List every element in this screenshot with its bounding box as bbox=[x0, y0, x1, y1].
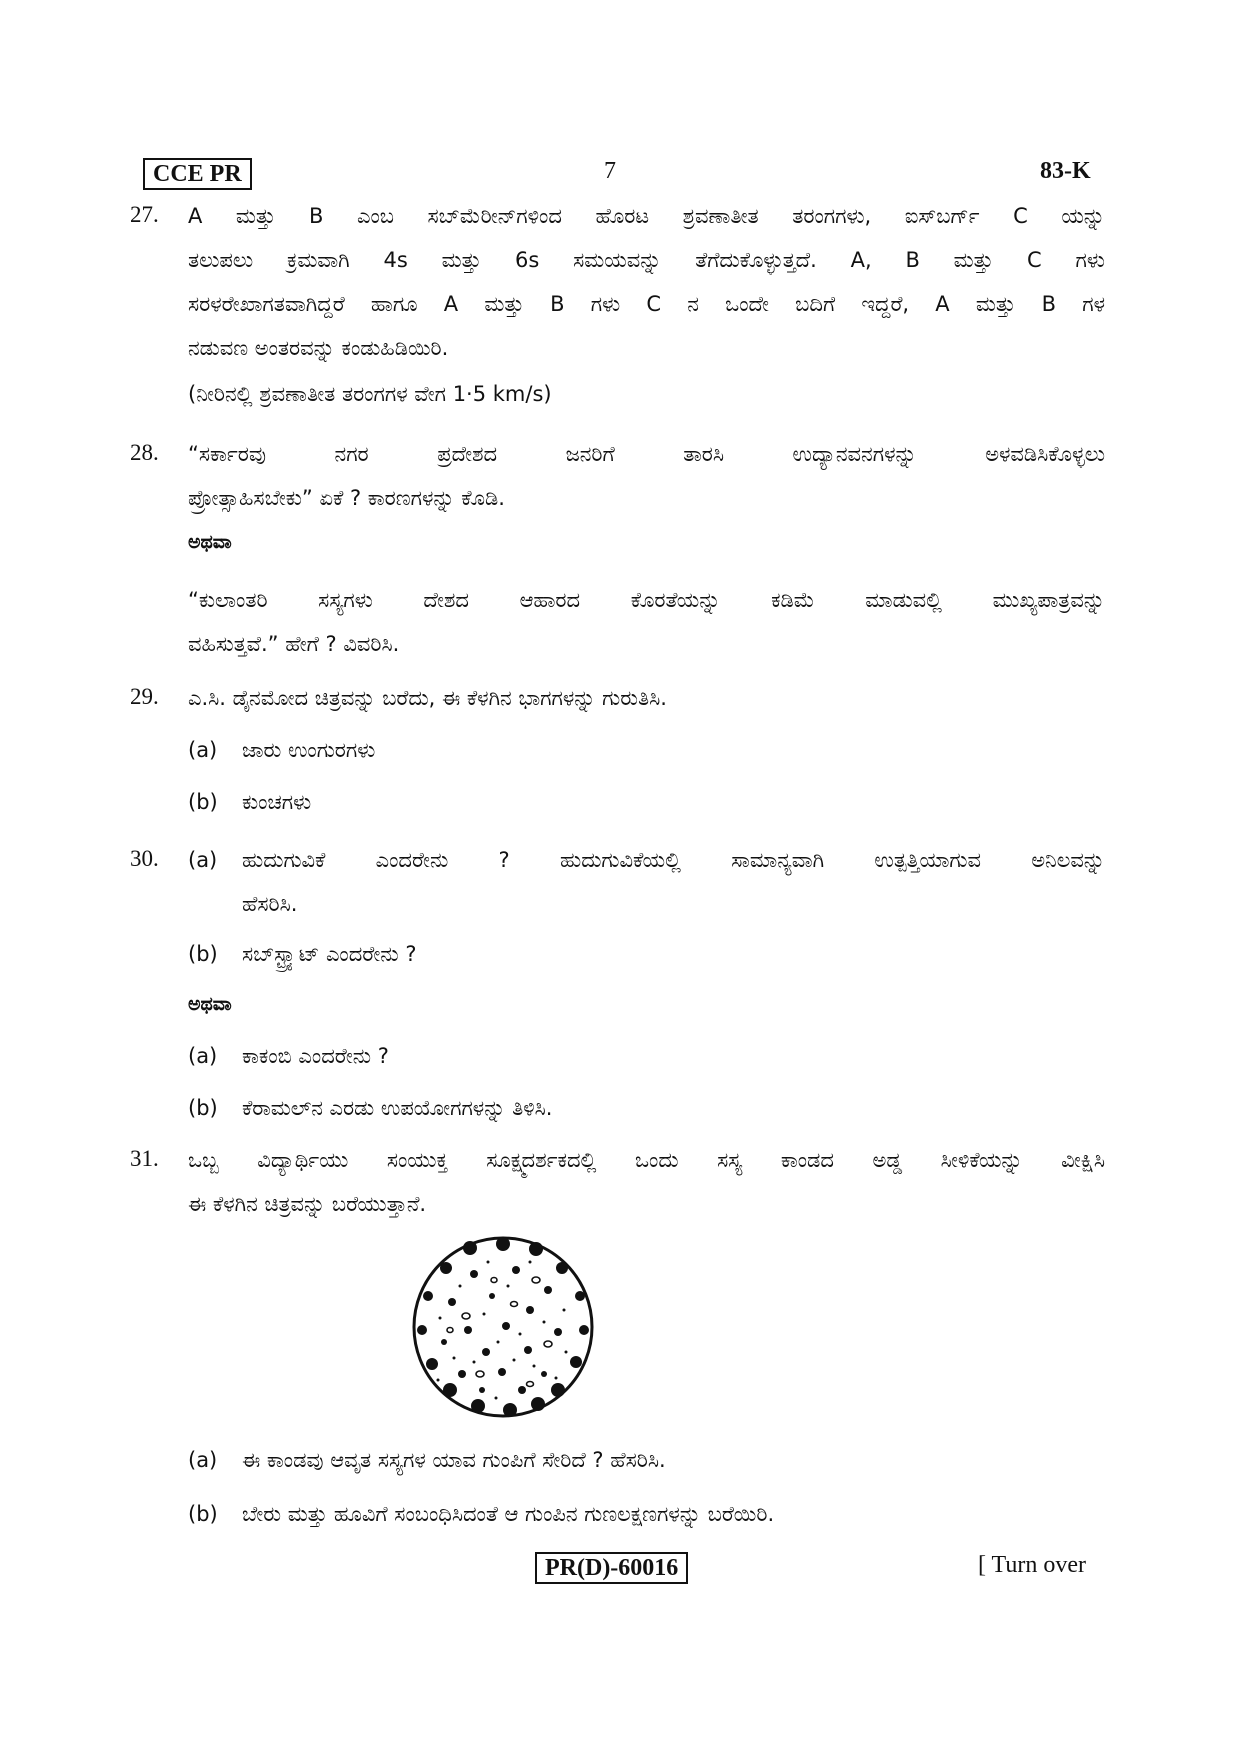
q31-line: ಒಬ್ಬ ವಿದ್ಯಾರ್ಥಿಯು ಸಂಯುಕ್ತ ಸೂಕ್ಷ್ಮದರ್ಶಕದಲ್ಲಿ ಒಂದು ಸಸ್ಯ ಕಾಂಡದ ಅಡ್ಡ ಸೀಳಿಕೆಯನ್ನು ವೀಕ್ಷಿಸಿ bbox=[188, 1148, 1105, 1172]
q30-alt-b-text: ಕೆರಾಮಲ್‌ನ ಎರಡು ಉಪಯೋಗಗಳನ್ನು ತಿಳಿಸಿ. bbox=[242, 1096, 553, 1120]
header-right-code: 83-K bbox=[1040, 158, 1091, 184]
q30-a-line: ಹೆಸರಿಸಿ. bbox=[242, 892, 298, 916]
q29-a-text: ಜಾರು ಉಂಗುರಗಳು bbox=[242, 738, 376, 762]
q28-alt-line: “ಕುಲಾಂತರಿ ಸಸ್ಯಗಳು ದೇಶದ ಆಹಾರದ ಕೊರತೆಯನ್ನು ಕಡಿಮೆ ಮಾಡುವಲ್ಲಿ ಮುಖ್ಯಪಾತ್ರವನ್ನು bbox=[188, 588, 1105, 612]
question-number: 31. bbox=[130, 1146, 159, 1171]
q29-b-text: ಕುಂಚಗಳು bbox=[242, 790, 312, 814]
q30-alt-a-text: ಕಾಕಂಬಿ ಎಂದರೇನು ? bbox=[242, 1044, 389, 1068]
q28-line: “ಸರ್ಕಾರವು ನಗರ ಪ್ರದೇಶದ ಜನರಿಗೆ ತಾರಸಿ ಉದ್ಯಾನವನಗಳನ್ನು ಅಳವಡಿಸಿಕೊಳ್ಳಲು bbox=[188, 442, 1105, 466]
sub-label: (b) bbox=[188, 790, 218, 814]
sub-label: (b) bbox=[188, 942, 218, 966]
or-divider: ಅಥವಾ bbox=[188, 531, 232, 553]
q30-b-text: ಸಬ್‌ಸ್ಟ್ರ್ಯಾಟ್ ಎಂದರೇನು ? bbox=[242, 942, 417, 966]
q28-alt-line: ವಹಿಸುತ್ತವೆ.” ಹೇಗೆ ? ವಿವರಿಸಿ. bbox=[188, 632, 400, 656]
sub-label: (a) bbox=[188, 1448, 218, 1472]
q27-line: ತಲುಪಲು ಕ್ರಮವಾಗಿ 4s ಮತ್ತು 6s ಸಮಯವನ್ನು ತೆಗೆದುಕೊಳ್ಳುತ್ತದೆ. A, B ಮತ್ತು C ಗಳು bbox=[188, 248, 1105, 272]
q30-a-line: ಹುದುಗುವಿಕೆ ಎಂದರೇನು ? ಹುದುಗುವಿಕೆಯಲ್ಲಿ ಸಾಮಾನ್ಯವಾಗಿ ಉತ್ಪತ್ತಿಯಾಗುವ ಅನಿಲವನ್ನು bbox=[242, 848, 1105, 872]
q27-note: (ನೀರಿನಲ್ಲಿ ಶ್ರವಣಾತೀತ ತರಂಗಗಳ ವೇಗ 1·5 km/s) bbox=[188, 382, 552, 406]
stem-cross-section-diagram bbox=[410, 1234, 596, 1420]
q27-line: ನಡುವಣ ಅಂತರವನ್ನು ಕಂಡುಹಿಡಿಯಿರಿ. bbox=[188, 336, 449, 360]
or-divider: ಅಥವಾ bbox=[188, 993, 232, 1015]
q27-line: ಸರಳರೇಖಾಗತವಾಗಿದ್ದರೆ ಹಾಗೂ A ಮತ್ತು B ಗಳು C ನ ಒಂದೇ ಬದಿಗೆ ಇದ್ದರೆ, A ಮತ್ತು B ಗಳ bbox=[188, 292, 1105, 316]
sub-label: (a) bbox=[188, 1044, 218, 1068]
small-dots bbox=[437, 1261, 568, 1400]
question-number: 30. bbox=[130, 846, 159, 871]
sub-label: (b) bbox=[188, 1096, 218, 1120]
sub-label: (b) bbox=[188, 1502, 218, 1526]
page-number: 7 bbox=[604, 158, 616, 184]
question-number: 28. bbox=[130, 440, 159, 465]
q31-a-text: ಈ ಕಾಂಡವು ಆವೃತ ಸಸ್ಯಗಳ ಯಾವ ಗುಂಪಿಗೆ ಸೇರಿದೆ ? ಹೆಸರಿಸಿ. bbox=[242, 1448, 666, 1472]
turn-over-label: [ Turn over bbox=[978, 1552, 1087, 1578]
header-left-code: CCE PR bbox=[143, 158, 252, 190]
question-number: 27. bbox=[130, 202, 159, 227]
q28-line: ಪ್ರೋತ್ಸಾಹಿಸಬೇಕು” ಏಕೆ ? ಕಾರಣಗಳನ್ನು ಕೊಡಿ. bbox=[188, 486, 505, 510]
q29-text: ಎ.ಸಿ. ಡೈನಮೋದ ಚಿತ್ರವನ್ನು ಬರೆದು, ಈ ಕೆಳಗಿನ ಭಾಗಗಳನ್ನು ಗುರುತಿಸಿ. bbox=[188, 686, 667, 710]
q31-line: ಈ ಕೆಳಗಿನ ಚಿತ್ರವನ್ನು ಬರೆಯುತ್ತಾನೆ. bbox=[188, 1192, 427, 1216]
question-number: 29. bbox=[130, 684, 159, 709]
q31-b-text: ಬೇರು ಮತ್ತು ಹೂವಿಗೆ ಸಂಬಂಧಿಸಿದಂತೆ ಆ ಗುಂಪಿನ ಗುಣಲಕ್ಷಣಗಳನ್ನು ಬರೆಯಿರಿ. bbox=[242, 1502, 775, 1526]
sub-label: (a) bbox=[188, 848, 218, 872]
q27-line: A ಮತ್ತು B ಎಂಬ ಸಬ್‌ಮೆರೀನ್‌ಗಳಿಂದ ಹೊರಟ ಶ್ರವಣಾತೀತ ತರಂಗಗಳು, ಐಸ್‌ಬರ್ಗ್ C ಯನ್ನು bbox=[188, 204, 1105, 228]
footer-code: PR(D)-60016 bbox=[535, 1552, 688, 1584]
sub-label: (a) bbox=[188, 738, 218, 762]
